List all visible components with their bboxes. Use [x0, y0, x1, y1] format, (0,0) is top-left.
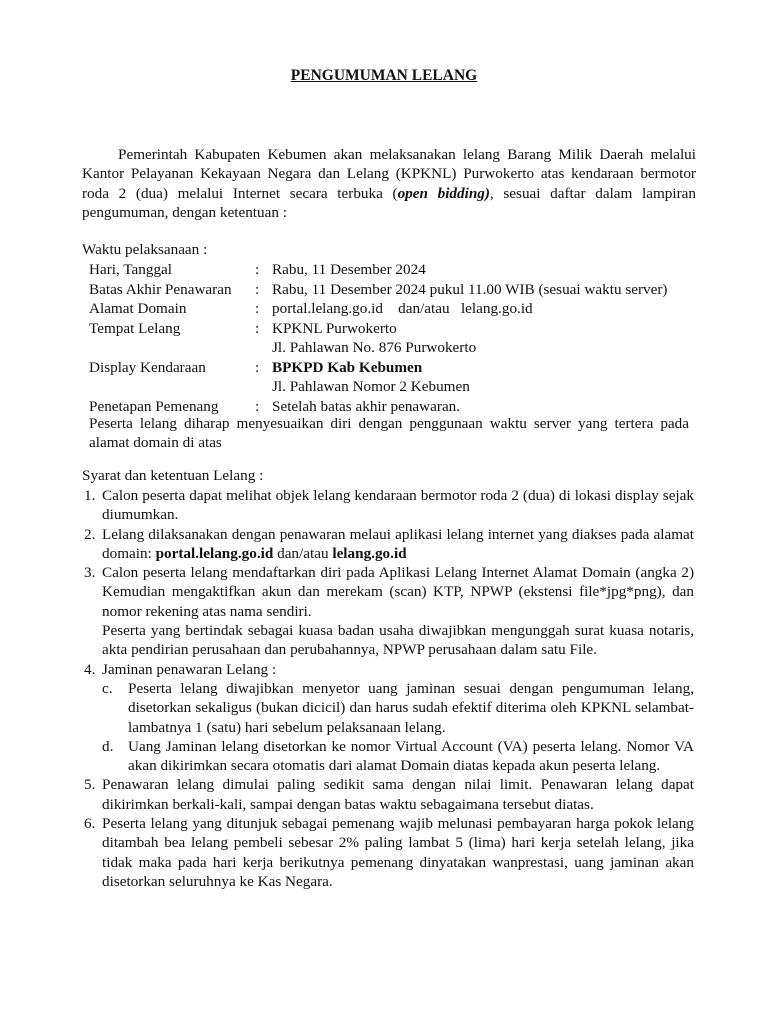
- display-name: BPKPD Kab Kebumen: [272, 358, 423, 376]
- domain-lelang: lelang.go.id: [332, 544, 407, 562]
- term-item-5: [82, 775, 694, 814]
- schedule-colon: :: [255, 300, 260, 317]
- term-text: Calon peserta dapat melihat objek lelang kendaraan bermotor roda 2 (dua) di lokasi display sejak diumumkan.: [102, 487, 694, 524]
- schedule-colon: :: [255, 280, 260, 298]
- term-item-6: [82, 814, 694, 891]
- terms-list: [82, 486, 694, 891]
- term-text: Calon peserta lelang mendaftarkan diri pada Aplikasi Lelang Internet Alamat Domain (angka 2) Kemudian mengaktifkan akun dan merekam (scan) KTP, NPWP (ekstensi file*jpg*png), dan nomor rekening atas nama sendiri.: [102, 564, 694, 620]
- terms-heading: Syarat dan ketentuan Lelang :: [82, 467, 264, 484]
- term-text: [102, 525, 694, 564]
- term-number: 5.: [84, 776, 96, 794]
- schedule-row-deadline: [89, 280, 699, 300]
- term-number: 6.: [84, 815, 96, 833]
- schedule-label: Display Kendaraan: [89, 358, 206, 376]
- term-text: Peserta lelang yang ditunjuk sebagai pemenang wajib melunasi pembayaran harga pokok lelang ditambah bea lelang pembeli sebesar 2% paling lambat 5 (lima) hari kerja setelah lelang, jika tidak maka pada hari kerja berikutnya pemenang dinyatakan wanprestasi, uang jaminan akan disetorkan seluruhnya ke Kas Negara.: [102, 815, 694, 890]
- page-title: PENGUMUMAN LELANG: [290, 67, 478, 84]
- term-text-continued: Peserta yang bertindak sebagai kuasa badan usaha diwajibkan mengunggah surat kuasa notaris, akta pendirian perusahaan dan perubahannya, NPWP perusahaan dalam satu File.: [102, 622, 694, 659]
- schedule-colon: :: [255, 397, 260, 415]
- schedule-value: portal.lelang.go.id dan/atau lelang.go.id: [272, 300, 533, 317]
- domain-portal: portal.lelang.go.id: [155, 544, 274, 562]
- schedule-value: Rabu, 11 Desember 2024: [272, 261, 426, 278]
- schedule-colon: :: [255, 261, 260, 278]
- term-number: 4.: [84, 660, 96, 678]
- venue-name: KPKNL Purwokerto: [272, 319, 397, 337]
- schedule-row-venue: [89, 319, 699, 358]
- term-number: 3.: [84, 564, 96, 582]
- term-sub-c: [82, 679, 694, 737]
- schedule-row-display: [89, 358, 699, 397]
- schedule-label: Penetapan Pemenang: [89, 397, 219, 415]
- term-text-part: Lelang dilaksanakan dengan penawaran melaui aplikasi lelang internet yang diakses pada alamat domain:: [102, 525, 694, 562]
- schedule-row-domain: [89, 299, 699, 319]
- sub-letter: c.: [102, 679, 113, 697]
- schedule-colon: :: [255, 358, 260, 376]
- sub-text: Peserta lelang diwajibkan menyetor uang jaminan sesuai dengan pengumuman lelang, disetorkan sekaligus (bukan dicicil) dan harus sudah efektif diterima oleh KPKNL selambat-lambatnya 1 (satu) hari sebelum pelaksanaan lelang.: [128, 679, 694, 736]
- display-address: Jl. Pahlawan Nomor 2 Kebumen: [272, 378, 470, 395]
- schedule-value: [272, 319, 699, 358]
- schedule-value: [272, 358, 699, 397]
- term-item-3: [82, 563, 694, 659]
- schedule-colon: :: [255, 319, 260, 337]
- intro-open-bidding: open bidding): [397, 184, 490, 202]
- sub-text: Uang Jaminan lelang disetorkan ke nomor Virtual Account (VA) peserta lelang. Nomor VA akan dikirimkan secara otomatis dari alamat Domain diatas kepada akun peserta lelang.: [128, 737, 694, 775]
- term-item-1: [82, 486, 694, 525]
- term-text: Penawaran lelang dimulai paling sedikit sama dengan nilai limit. Penawaran lelang dapat dikirimkan berkali-kali, sampai dengan batas waktu sebagaimana tersebut diatas.: [102, 776, 694, 813]
- intro-text-1: Pemerintah Kabupaten Kebumen akan melaksanakan lelang Barang Milik Daerah melalui Kantor Pelayanan Kekayaan Negara dan Lelang (KPKNL) Purwokerto atas kendaraan bermotor roda 2 (dua) melalui Internet secara terbuka (: [82, 146, 696, 202]
- term-text-part: dan/atau: [273, 544, 333, 562]
- schedule-label: Hari, Tanggal: [89, 261, 173, 278]
- server-time-note: Peserta lelang diharap menyesuaikan diri dengan penggunaan waktu server yang tertera pada alamat domain di atas: [89, 415, 689, 452]
- schedule-value: Rabu, 11 Desember 2024 pukul 11.00 WIB (sesuai waktu server): [272, 280, 668, 298]
- schedule-label: Alamat Domain: [89, 300, 187, 317]
- term-number: 1.: [84, 487, 96, 504]
- schedule-table: [89, 260, 699, 416]
- sub-letter: d.: [102, 737, 114, 755]
- schedule-heading: Waktu pelaksanaan :: [82, 241, 208, 258]
- term-text: Jaminan penawaran Lelang :: [102, 660, 277, 678]
- term-number: 2.: [84, 525, 96, 543]
- venue-address: Jl. Pahlawan No. 876 Purwokerto: [272, 339, 477, 356]
- term-item-2: [82, 525, 694, 564]
- schedule-value: Setelah batas akhir penawaran.: [272, 397, 461, 415]
- term-item-4: [82, 660, 694, 679]
- intro-text-2: , sesuai daftar dalam lampiran pengumuman, dengan ketentuan :: [82, 184, 696, 221]
- schedule-label: Tempat Lelang: [89, 319, 181, 337]
- term-sub-d: [82, 737, 694, 776]
- intro-paragraph: [82, 145, 696, 222]
- schedule-label: Batas Akhir Penawaran: [89, 280, 232, 298]
- schedule-row-date: [89, 260, 699, 280]
